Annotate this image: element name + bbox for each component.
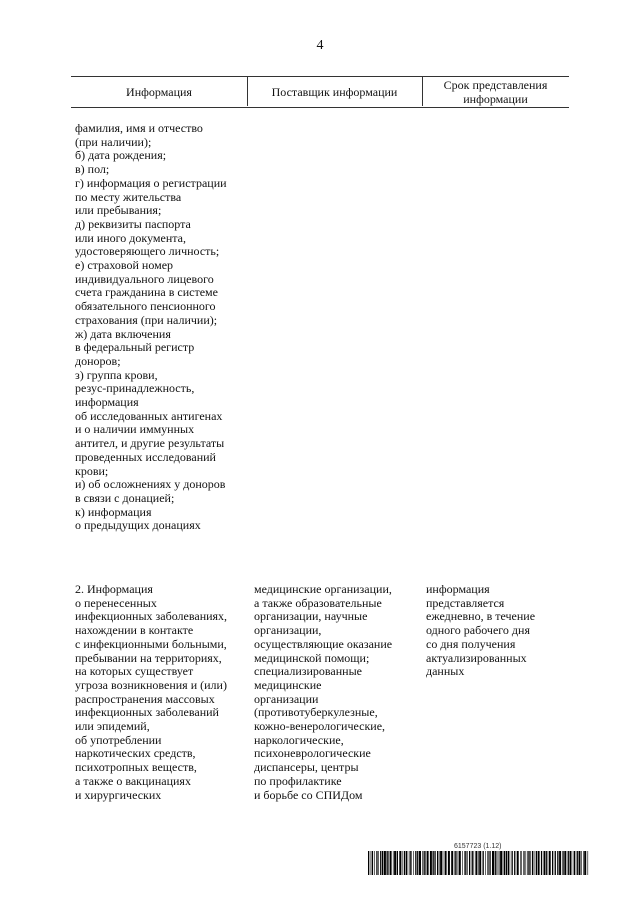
barcode-bar (467, 851, 468, 875)
barcode-bar (498, 851, 499, 875)
text-line: к) информация (75, 504, 152, 519)
block2-provider-list (254, 583, 392, 802)
text-line: медицинские (254, 677, 322, 692)
text-line: об употреблении (75, 732, 162, 747)
barcode-bar (445, 851, 447, 875)
barcode-bar (410, 851, 411, 875)
barcode-bar (479, 851, 481, 875)
barcode-bar (532, 851, 533, 875)
barcode-bar (544, 851, 546, 875)
barcode-bar (451, 851, 453, 875)
text-line: с инфекционными больными, (75, 636, 227, 651)
text-line: в связи с донацией; (75, 490, 175, 505)
barcode-bar (523, 851, 524, 875)
barcode-bar (462, 851, 463, 875)
text-line: актуализированных (426, 650, 527, 665)
barcode-bar (495, 851, 496, 875)
barcode-bar (555, 851, 556, 875)
text-line: фамилия, имя и отчество (75, 121, 203, 135)
barcode-bar (577, 851, 578, 875)
text-line: по месту жительства (75, 189, 182, 204)
barcode-bar (376, 851, 377, 875)
barcode-bar (534, 851, 535, 875)
barcode-bar (465, 851, 466, 875)
text-line: одного рабочего дня (426, 623, 530, 638)
barcode-bar (440, 851, 442, 875)
barcode-bar (581, 851, 582, 875)
barcode-bar (488, 851, 489, 875)
barcode-bar (459, 851, 461, 875)
barcode-bar (411, 851, 412, 875)
text-line: (противотуберкулезные, (254, 705, 378, 720)
barcode-bar (588, 851, 589, 875)
header-information: Информация (126, 85, 192, 99)
header-deadline-line1: Срок представления (443, 78, 548, 92)
text-line: проведенных исследований (75, 449, 216, 464)
text-line: медицинской помощи; (254, 650, 370, 665)
barcode-bar (387, 851, 388, 875)
barcode-bar (478, 851, 479, 875)
barcode-bar (475, 851, 477, 875)
header-provider: Поставщик информации (271, 85, 398, 99)
barcode-bar (469, 851, 470, 875)
text-line: и борьбе со СПИДом (254, 787, 363, 802)
barcode-bar (529, 851, 530, 875)
barcode-bar (464, 851, 465, 875)
barcode-bar (500, 851, 502, 875)
text-line: индивидуального лицевого (75, 271, 214, 286)
barcode-bar (574, 851, 575, 875)
text-line: антител, и другие результаты (75, 436, 225, 451)
text-line: кожно-венерологические, (254, 719, 386, 734)
text-line: о предыдущих донациях (75, 518, 201, 533)
barcode-bar (568, 851, 569, 875)
text-line: угроза возникновения и (или) (75, 677, 227, 692)
barcode-bar (474, 851, 475, 875)
text-line: или эпидемий, (75, 719, 150, 734)
text-line: 2. Информация (75, 582, 153, 596)
barcode-bar (492, 851, 494, 875)
barcode-bar (527, 851, 528, 875)
text-line: информация (426, 582, 490, 596)
barcode-bar (433, 851, 434, 875)
barcode-bar (422, 851, 423, 875)
barcode-bar (443, 851, 444, 875)
barcode-bar (394, 851, 396, 875)
barcode-bar (430, 851, 432, 875)
barcode-bar (413, 851, 414, 875)
barcode-bar (371, 851, 372, 875)
barcode-bar (557, 851, 558, 875)
barcode-bar (402, 851, 403, 875)
barcode-bar (564, 851, 566, 875)
header-divider (247, 76, 248, 106)
barcode-bar (485, 851, 486, 875)
text-line: нахождении в контакте (75, 623, 194, 638)
barcode-bar (406, 851, 407, 875)
text-line: медицинские организации, (254, 582, 392, 596)
text-line: пребывании на территориях, (75, 650, 222, 665)
barcode-bar (408, 851, 409, 875)
text-line: счета гражданина в системе (75, 285, 218, 300)
header-divider (422, 76, 423, 106)
barcode-bar (521, 851, 522, 875)
text-line: удостоверяющего личность; (75, 244, 220, 259)
barcode-bar (489, 851, 490, 875)
text-line: специализированные (254, 664, 362, 679)
text-line: или иного документа, (75, 230, 186, 245)
text-line: психоневрологические (254, 746, 371, 761)
barcode-bar (503, 851, 504, 875)
barcode-bar (506, 851, 507, 875)
barcode-bar (584, 851, 586, 875)
barcode-bar (456, 851, 457, 875)
barcode-bar (448, 851, 450, 875)
text-line: обязательного пенсионного (75, 299, 216, 314)
barcode-bar (499, 851, 500, 875)
text-line: осуществляющие оказание (254, 636, 393, 651)
barcode-bar (526, 851, 527, 875)
barcode-bar (415, 851, 416, 875)
barcode-number: 6157723 (1.12) (454, 843, 502, 850)
text-line: (при наличии); (75, 134, 152, 149)
text-line: наркотических средств, (75, 746, 196, 761)
barcode-bar (559, 851, 561, 875)
barcode-bar (562, 851, 563, 875)
barcode-bar (378, 851, 379, 875)
barcode (368, 851, 590, 875)
barcode-bar (487, 851, 488, 875)
text-line: на которых существует (75, 664, 194, 679)
block2-information-list (75, 583, 227, 802)
barcode-bar (524, 851, 525, 875)
barcode-bar (380, 851, 381, 875)
barcode-bar (388, 851, 389, 875)
text-line: или пребывания; (75, 203, 162, 218)
text-line: по профилактике (254, 773, 342, 788)
text-line: диспансеры, центры (254, 760, 359, 775)
text-line: организации (254, 691, 319, 706)
text-line: инфекционных заболеваниях, (75, 609, 228, 624)
text-line: информация (75, 395, 139, 410)
barcode-bar (538, 851, 540, 875)
barcode-bar (384, 851, 386, 875)
barcode-bar (472, 851, 473, 875)
barcode-bar (374, 851, 375, 875)
barcode-bar (390, 851, 392, 875)
table-header (71, 76, 569, 108)
barcode-bar (382, 851, 383, 875)
text-line: в федеральный регистр (75, 340, 195, 355)
text-line: доноров; (75, 353, 121, 368)
text-line: д) реквизиты паспорта (75, 216, 191, 231)
text-line: инфекционных заболеваний (75, 705, 219, 720)
text-line: данных (426, 664, 465, 679)
text-line: е) страховой номер (75, 258, 174, 273)
barcode-bar (541, 851, 542, 875)
text-line: и хирургических (75, 787, 162, 802)
barcode-bar (583, 851, 584, 875)
barcode-bar (570, 851, 572, 875)
barcode-bar (397, 851, 398, 875)
text-line: страхования (при наличии); (75, 312, 218, 327)
barcode-bar (372, 851, 373, 875)
barcode-bar (434, 851, 435, 875)
text-line: психотропных веществ, (75, 760, 197, 775)
barcode-bar (552, 851, 553, 875)
page-number: 4 (316, 38, 324, 53)
text-line: и) об осложнениях у доноров (75, 477, 226, 492)
barcode-bar (517, 851, 519, 875)
text-line: г) информация о регистрации (75, 175, 227, 190)
text-line: организации, научные (254, 609, 368, 624)
barcode-bar (512, 851, 513, 875)
text-line: ж) дата включения (75, 326, 171, 341)
text-line: резус-принадлежность, (75, 381, 195, 396)
text-line: со дня получения (426, 636, 516, 651)
barcode-bar (425, 851, 426, 875)
barcode-bar (439, 851, 440, 875)
barcode-bar (520, 851, 521, 875)
text-line: крови; (75, 463, 109, 478)
barcode-bar (483, 851, 484, 875)
block1-information-list (75, 122, 227, 533)
barcode-bar (504, 851, 505, 875)
barcode-bar (424, 851, 425, 875)
header-deadline-line2: информации (463, 92, 528, 106)
text-line: о перенесенных (75, 595, 157, 610)
barcode-bar (368, 851, 369, 875)
barcode-bar (393, 851, 394, 875)
text-line: организации, (254, 623, 322, 638)
barcode-bar (549, 851, 551, 875)
text-line: в) пол; (75, 162, 110, 177)
barcode-bar (510, 851, 511, 875)
barcode-bar (419, 851, 421, 875)
text-line: а также образовательные (254, 595, 382, 610)
header-deadline (422, 77, 569, 107)
barcode-bar (458, 851, 459, 875)
barcode-bar (427, 851, 429, 875)
block2-deadline-list (426, 583, 535, 679)
text-line: а также о вакцинациях (75, 773, 191, 788)
text-line: ежедневно, в течение (426, 609, 536, 624)
barcode-bar (573, 851, 574, 875)
text-line: распространения массовых (75, 691, 215, 706)
text-line: б) дата рождения; (75, 148, 167, 163)
barcode-bar (546, 851, 547, 875)
text-line: з) группа крови, (75, 367, 158, 382)
barcode-bar (514, 851, 515, 875)
text-line: представляется (426, 595, 505, 610)
barcode-bar (455, 851, 456, 875)
barcode-bar (536, 851, 537, 875)
text-line: наркологические, (254, 732, 344, 747)
barcode-bar (399, 851, 401, 875)
text-line: и о наличии иммунных (75, 422, 195, 437)
text-line: об исследованных антигенах (75, 408, 223, 423)
barcode-bar (417, 851, 418, 875)
barcode-bar (437, 851, 438, 875)
barcode-bar (508, 851, 509, 875)
barcode-bar (579, 851, 581, 875)
barcode-bar (404, 851, 405, 875)
barcode-bar (497, 851, 498, 875)
